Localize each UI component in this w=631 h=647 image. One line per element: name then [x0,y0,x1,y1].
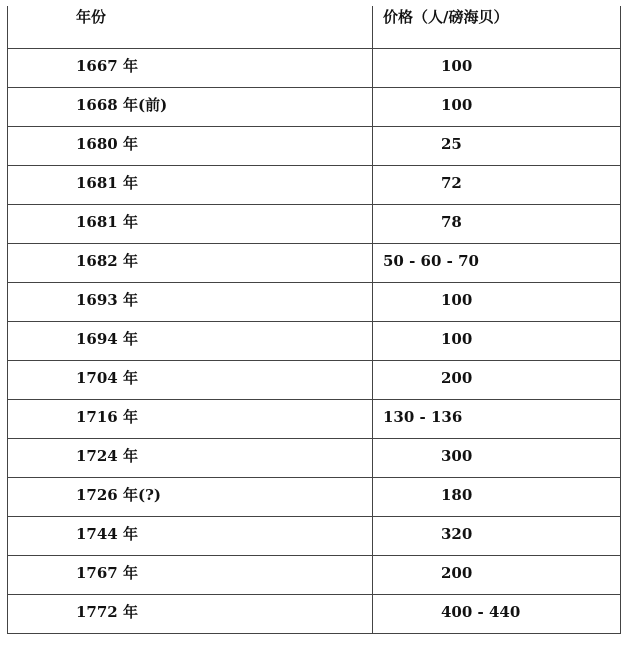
table-row [8,87,620,126]
table-header-row [8,6,620,48]
table-row [8,165,620,204]
year-cell: 1693 年 [8,283,373,321]
year-cell: 1667 年 [8,49,373,87]
year-cell: 1704 年 [8,361,373,399]
year-cell: 1724 年 [8,439,373,477]
price-cell: 100 [441,291,473,309]
year-cell: 1681 年 [8,166,373,204]
price-cell: 200 [441,564,473,582]
year-cell: 1694 年 [8,322,373,360]
table-row [8,360,620,399]
year-cell: 1682 年 [8,244,373,282]
price-cell: 50 - 60 - 70 [383,252,479,270]
price-cell: 100 [441,330,473,348]
price-cell: 200 [441,369,473,387]
price-cell: 320 [441,525,473,543]
year-cell: 1726 年(?) [8,478,373,516]
header-price: 价格（人/磅海贝） [383,8,509,26]
price-cell: 100 [441,96,473,114]
price-cell: 180 [441,486,473,504]
table-row [8,243,620,282]
table-row [8,516,620,555]
price-cell: 400 - 440 [441,603,521,621]
table-row [8,477,620,516]
table-row [8,321,620,360]
table-row [8,48,620,87]
table-row [8,126,620,165]
table-row [8,594,620,633]
price-cell: 100 [441,57,473,75]
price-cell: 130 - 136 [383,408,463,426]
year-cell: 1767 年 [8,556,373,594]
table-row [8,282,620,321]
year-cell: 1668 年(前) [8,88,373,126]
year-cell: 1680 年 [8,127,373,165]
table-row [8,438,620,477]
header-year: 年份 [8,6,373,48]
price-cell: 25 [441,135,462,153]
table-row [8,204,620,243]
year-cell: 1744 年 [8,517,373,555]
year-cell: 1681 年 [8,205,373,243]
price-cell: 78 [441,213,462,231]
year-cell: 1772 年 [8,595,373,633]
year-cell: 1716 年 [8,400,373,438]
table-row [8,555,620,594]
price-table [7,6,621,634]
table-body [8,48,620,633]
price-cell: 300 [441,447,473,465]
price-cell: 72 [441,174,462,192]
table-row [8,399,620,438]
